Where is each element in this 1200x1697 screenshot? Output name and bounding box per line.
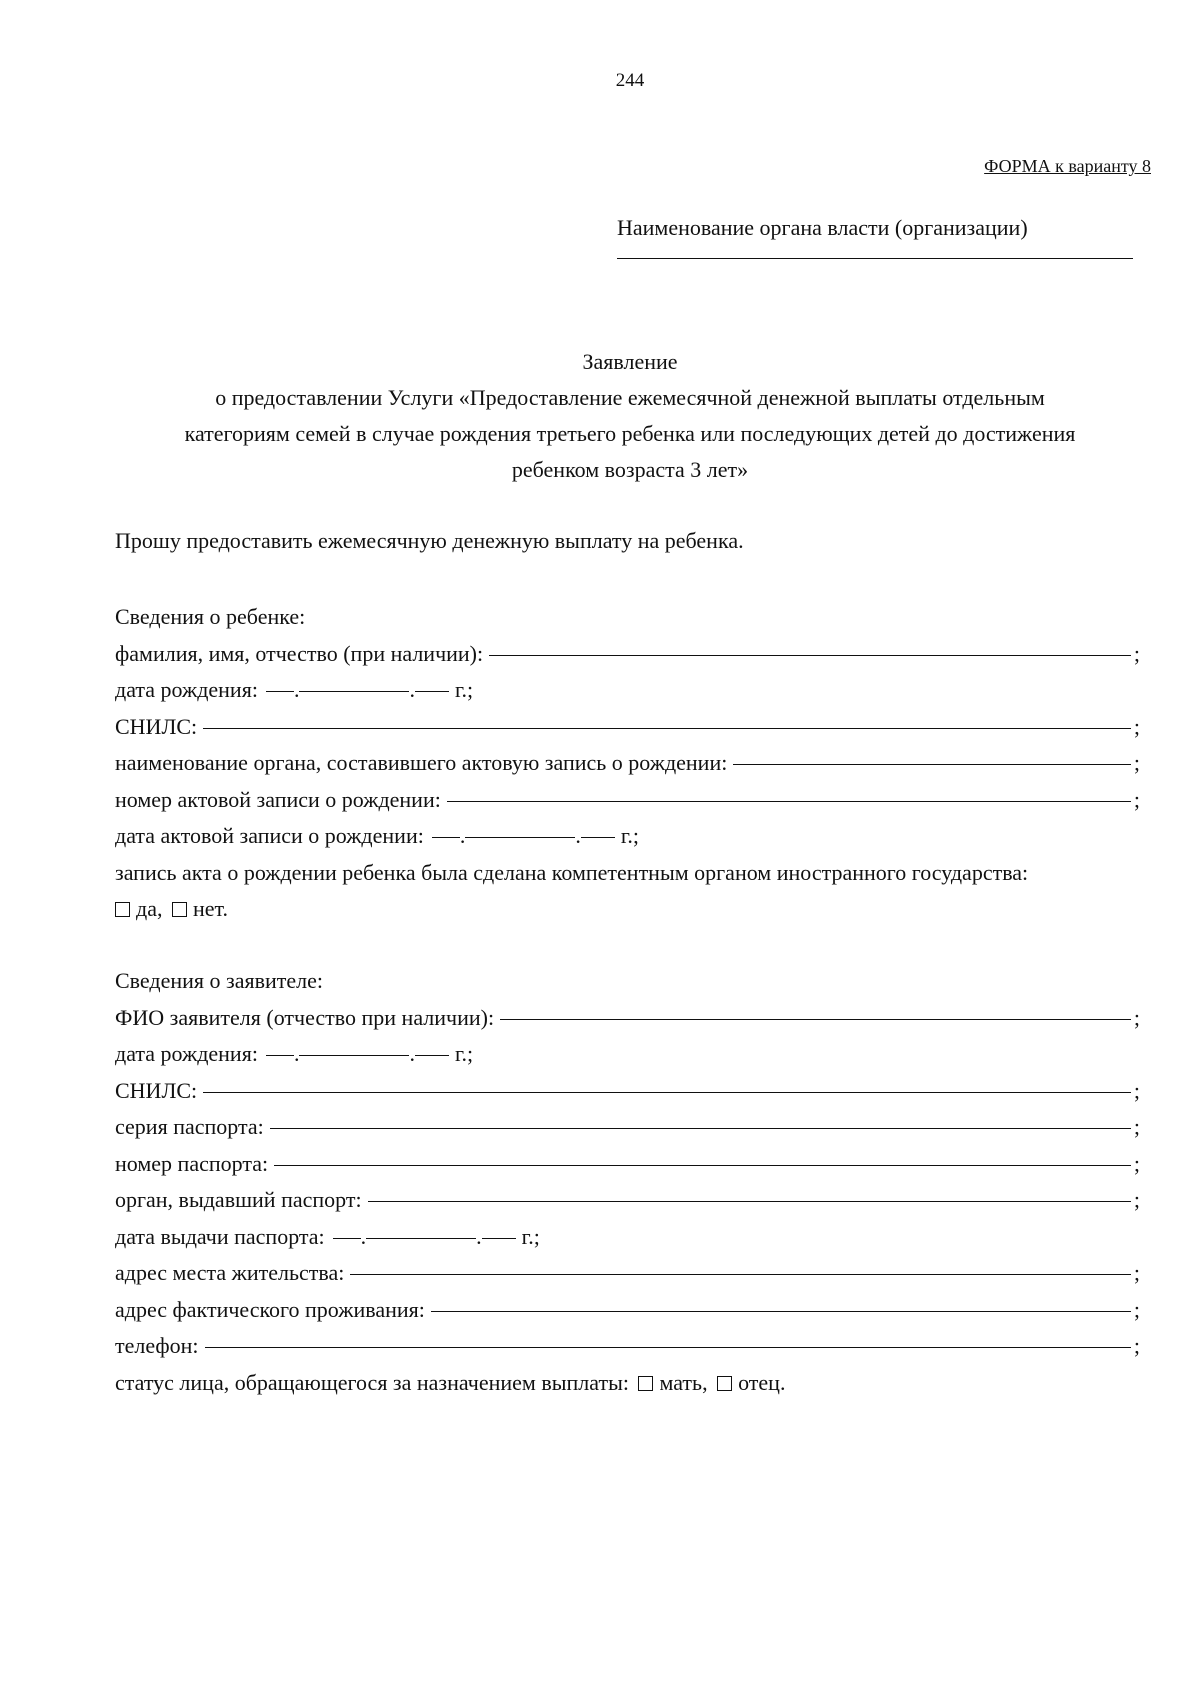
child-full-name-row [115,636,1140,673]
title-line-2: категориям семей в случае рождения третьего ребенка или последующих детей до достижения [184,421,1076,446]
organization-label: Наименование органа власти (организации) [617,215,1028,240]
request-text: Прошу предоставить ежемесячную денежную выплату на ребенка. [115,528,744,553]
child-record-date-row [115,818,1140,855]
passport-series-row [115,1109,1140,1146]
applicant-birth-date-label: дата рождения: [115,1041,258,1066]
foreign-record-question-row [115,855,1140,892]
semicolon: ; [1133,1114,1140,1139]
semicolon: ; [1133,1004,1140,1030]
child-registry-office-row [115,745,1140,782]
passport-issue-date-row [115,1219,1140,1256]
child-record-number-field[interactable] [447,801,1131,802]
passport-number-label: номер паспорта: [115,1150,269,1176]
child-record-number-row [115,782,1140,819]
date-dot: . [293,677,300,702]
status-father-label: отец. [738,1369,786,1395]
child-registry-office-label: наименование органа, составившего актовую запись о рождении: [115,750,728,775]
child-full-name-field[interactable] [489,655,1131,656]
child-record-number-label: номер актовой записи о рождении: [115,786,441,812]
applicant-section [115,963,1140,1401]
semicolon: ; [1133,1077,1140,1103]
actual-address-label: адрес фактического проживания: [115,1296,425,1322]
semicolon: ; [1133,713,1140,739]
passport-series-label: серия паспорта: [115,1114,264,1139]
semicolon: ; [1133,750,1140,775]
semicolon: ; [1133,640,1140,666]
form-reference: ФОРМА к варианту 8 [984,156,1151,176]
passport-number-row [115,1146,1140,1183]
date-dot: . [575,823,581,848]
applicant-birth-date-row [115,1036,1140,1073]
applicant-full-name-label: ФИО заявителя (отчество при наличии): [115,1004,495,1030]
foreign-record-yes-checkbox[interactable] [115,902,130,917]
applicant-snils-label: СНИЛС: [115,1077,198,1103]
applicant-birth-year-field[interactable] [415,1055,449,1056]
foreign-record-no-checkbox[interactable] [172,902,187,917]
applicant-snils-field[interactable] [203,1092,1131,1093]
actual-address-field[interactable] [431,1311,1131,1312]
organization-input-line[interactable] [617,258,1133,259]
passport-issue-month-field[interactable] [366,1238,476,1239]
semicolon: ; [1133,786,1140,812]
status-mother-label: мать, [659,1369,708,1395]
semicolon: ; [1133,1296,1140,1322]
title-line-3: ребенком возраста 3 лет» [511,457,749,482]
passport-issue-year-field[interactable] [482,1238,516,1239]
applicant-status-row [115,1365,1140,1402]
foreign-record-question: запись акта о рождении ребенка была сделана компетентным органом иностранного государства: [115,859,1029,885]
passport-number-field[interactable] [274,1165,1131,1166]
organization-block [617,214,1133,259]
document-title [100,344,1160,488]
applicant-status-label: статус лица, обращающегося за назначением выплаты: [115,1369,629,1395]
passport-issue-day-field[interactable] [333,1238,361,1239]
semicolon: ; [1133,1333,1140,1358]
applicant-section-heading-text: Сведения о заявителе: [115,968,324,993]
child-record-date-label: дата актовой записи о рождении: [115,823,424,848]
child-record-day-field[interactable] [432,837,460,838]
actual-address-row [115,1292,1140,1329]
child-birth-year-field[interactable] [415,691,449,692]
applicant-section-heading [115,963,1140,1000]
passport-series-field[interactable] [270,1128,1131,1129]
phone-row [115,1328,1140,1365]
registration-address-field[interactable] [350,1274,1130,1275]
child-section-heading-text: Сведения о ребенке: [115,604,306,629]
date-dot: . [409,1041,415,1066]
applicant-birth-month-field[interactable] [299,1055,409,1056]
semicolon: ; [1133,1187,1140,1212]
child-section-heading [115,599,1140,636]
title-heading: Заявление [582,349,678,374]
passport-issue-date-label: дата выдачи паспорта: [115,1223,325,1249]
applicant-full-name-row [115,1000,1140,1037]
child-record-month-field[interactable] [465,837,575,838]
child-birth-day-field[interactable] [266,691,294,692]
child-birth-date-label: дата рождения: [115,677,258,702]
child-birth-month-field[interactable] [299,691,409,692]
child-record-year-field[interactable] [581,837,615,838]
applicant-snils-row [115,1073,1140,1110]
foreign-record-options-row [115,891,1140,928]
phone-label: телефон: [115,1333,199,1358]
applicant-birth-day-field[interactable] [266,1055,294,1056]
date-dot: . [476,1223,482,1249]
passport-issuer-row [115,1182,1140,1219]
registration-address-row [115,1255,1140,1292]
child-snils-field[interactable] [203,728,1131,729]
year-suffix: г.; [454,1041,474,1066]
title-line-1: о предоставлении Услуги «Предоставление ежемесячной денежной выплаты отдельным [215,385,1045,410]
child-snils-label: СНИЛС: [115,713,198,739]
year-suffix: г.; [521,1223,540,1249]
passport-issuer-field[interactable] [368,1201,1131,1202]
foreign-record-no-label: нет. [192,896,228,921]
date-dot: . [360,1223,367,1249]
passport-issuer-label: орган, выдавший паспорт: [115,1187,362,1212]
child-snils-row [115,709,1140,746]
foreign-record-yes-label: да, [136,896,163,921]
semicolon: ; [1133,1150,1140,1176]
page-number: 244 [615,70,645,91]
status-father-checkbox[interactable] [717,1376,732,1391]
child-section [115,599,1140,928]
date-dot: . [409,677,415,702]
applicant-full-name-field[interactable] [500,1019,1131,1020]
date-dot: . [459,823,466,848]
child-full-name-label: фамилия, имя, отчество (при наличии): [115,640,484,666]
date-dot: . [293,1041,300,1066]
child-registry-office-field[interactable] [733,764,1131,765]
child-birth-date-row [115,672,1140,709]
semicolon: ; [1133,1260,1140,1285]
year-suffix: г.; [454,677,474,702]
status-mother-checkbox[interactable] [638,1376,653,1391]
phone-field[interactable] [205,1347,1131,1348]
year-suffix: г.; [620,823,639,848]
registration-address-label: адрес места жительства: [115,1260,345,1285]
